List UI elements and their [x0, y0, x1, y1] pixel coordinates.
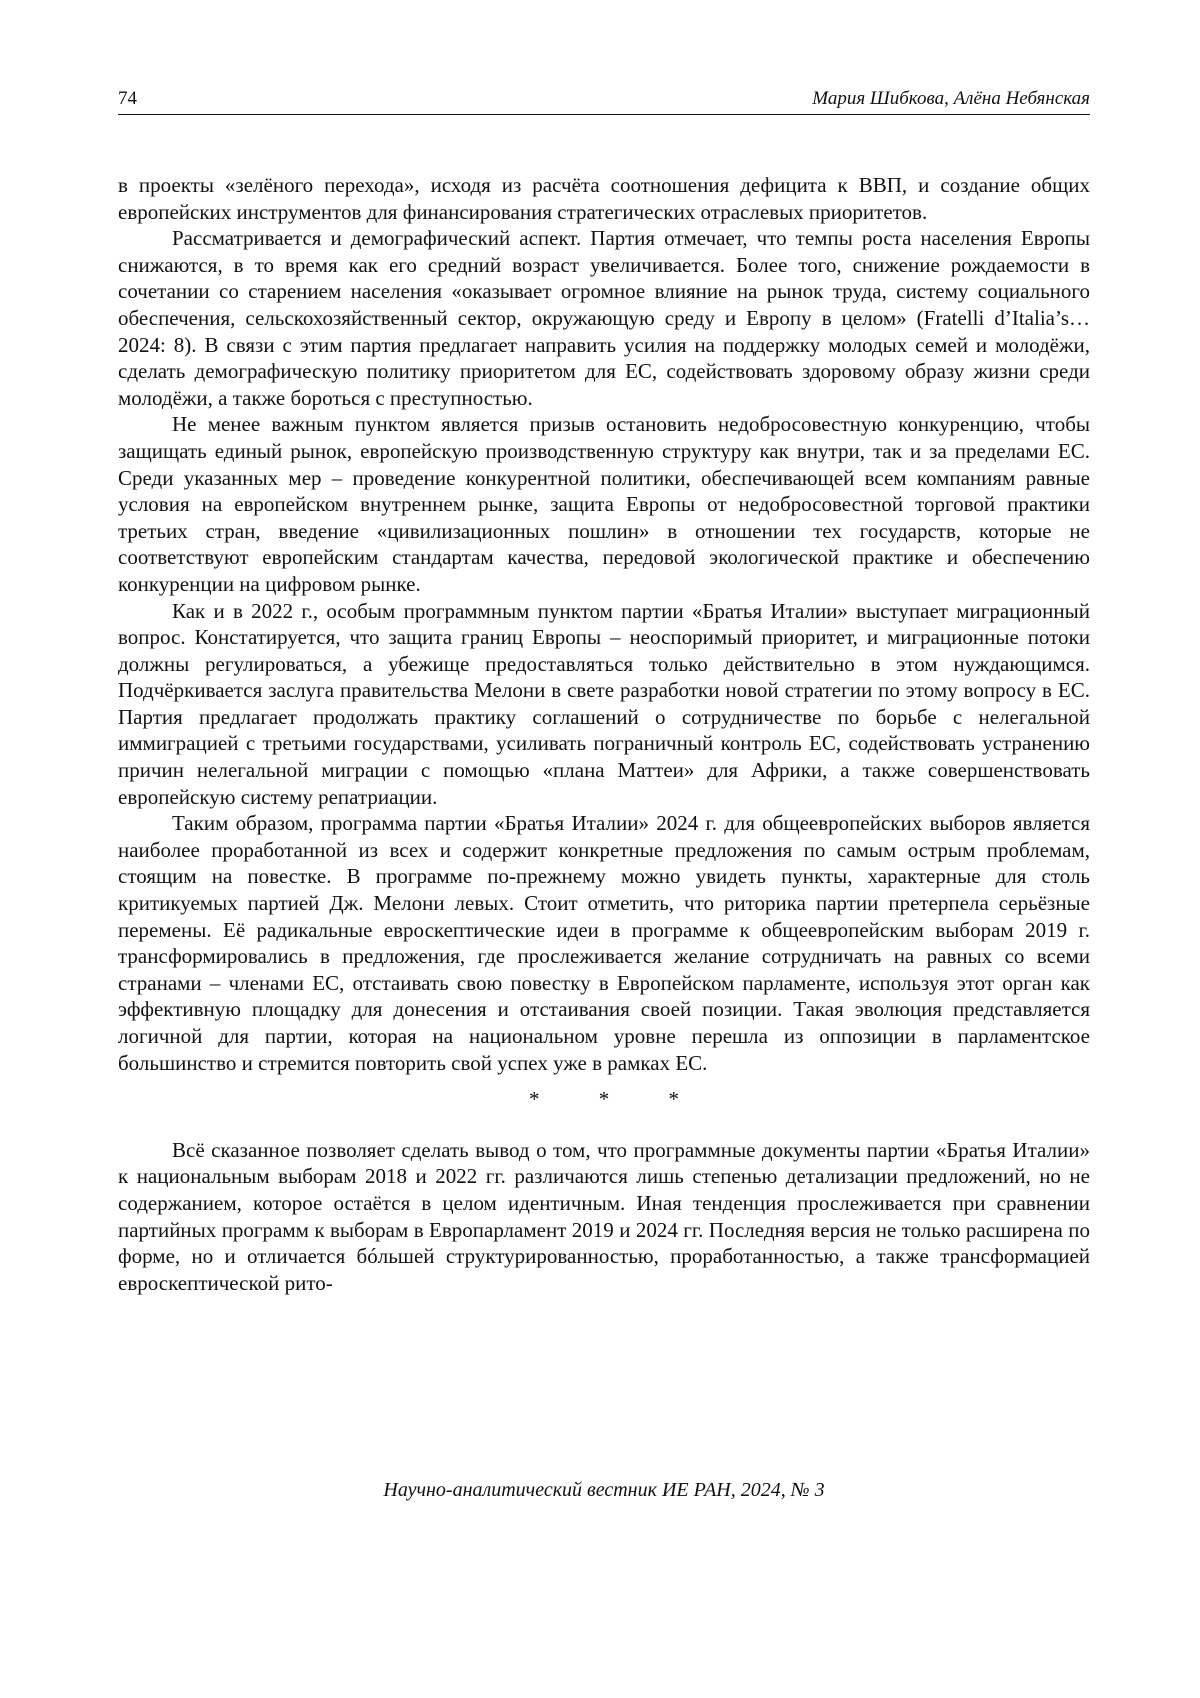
paragraph-conclusion: Всё сказанное позволяет сделать вывод о том, что программные документы партии «Братья Италии» к национальным выборам 2018 и 2022 гг. различаются лишь степенью детализации предложений, но не содержанием, которое остаётся в целом идентичным. Иная тенденция прослеживается при сравнении партийных программ к выборам в Европарламент 2019 и 2024 гг. Последняя версия не только расширена по форме, но и отличается бóльшей структурированностью, проработанностью, а также трансформацией евроскептической рито-: [118, 1137, 1090, 1295]
journal-footer: Научно-аналитический вестник ИЕ РАН, 2024, № 3: [383, 1479, 825, 1501]
paragraph-migration: Как и в 2022 г., особым программным пунктом партии «Братья Италии» выступает миграционный вопрос. Констатируется, что защита границ Европы – неоспоримый приоритет, и миграционные потоки должны регулироваться, а убежище предоставляться только действительно в этом нуждающимся. Подчёркивается заслуга правительства Мелони в свете разработки новой стратегии по этому вопросу в ЕС. Партия предлагает продолжать практику соглашений о сотрудничестве по борьбе с нелегальной иммиграцией с третьими государствами, усиливать пограничный контроль ЕС, содействовать устранению причин нелегальной миграции с помощью «плана Маттеи» для Африки, а также совершенствовать европейскую систему репатриации.: [118, 598, 1090, 809]
running-head: [118, 84, 1090, 115]
separator-asterisk: *: [598, 1087, 610, 1112]
paragraph-continuation: в проекты «зелёного перехода», исходя из расчёта соотношения дефицита к ВВП, и создание общих европейских инструментов для финансирования стратегических отраслевых приоритетов.: [118, 173, 1090, 224]
page-number: 74: [118, 88, 137, 109]
paragraph-summary: Таким образом, программа партии «Братья Италии» 2024 г. для общеевропейских выборов является наиболее проработанной из всех и содержит конкретные предложения по самым острым проблемам, стоящим на повестке. В программе по-прежнему можно увидеть пункты, характерные для столь критикуемых партией Дж. Мелони левых. Стоит отметить, что риторика партии претерпела серьёзные перемены. Её радикальные евроскептические идеи в программе к общеевропейским выборам 2019 г. трансформировались в предложения, где прослеживается желание сотрудничать на равных со всеми странами – членами ЕС, отстаивать свою повестку в Европейском парламенте, используя этот орган как эффективную площадку для донесения и отстаивания своей позиции. Такая эволюция представляется логичной для партии, которая на национальном уровне перешла из оппозиции в парламентское большинство и стремится повторить свой успех уже в рамках ЕС.: [118, 811, 1090, 1075]
paragraph-competition: Не менее важным пунктом является призыв остановить недобросовестную конкуренцию, чтобы защищать единый рынок, европейскую производственную структуру как внутри, так и за пределами ЕС. Среди указанных мер – проведение конкурентной политики, обеспечивающей всем компаниям равные условия на европейском внутреннем рынке, защита Европы от недобросовестной торговой практики третьих стран, введение «цивилизационных пошлин» в отношении тех государств, которые не соответствуют европейским стандартам качества, передовой экологической практике и обеспечению конкуренции на цифровом рынке.: [118, 412, 1090, 596]
separator-asterisk: *: [668, 1087, 679, 1112]
running-head-authors: Мария Шибкова, Алёна Небянская: [812, 88, 1090, 109]
separator-asterisk: *: [529, 1087, 540, 1112]
paragraph-demography: Рассматривается и демографический аспект. Партия отмечает, что темпы роста населения Европы снижаются, в то время как его средний возраст увеличивается. Более того, снижение рождаемости в сочетании со старением населения «оказывает огромное влияние на рынок труда, систему социального обеспечения, сельскохозяйственный сектор, окружающую среду и Европу в целом» (Fratelli d’Italia’s… 2024: 8). В связи с этим партия предлагает направить усилия на поддержку молодых семей и молодёжи, сделать демографическую политику приоритетом для ЕС, содействовать здоровому образу жизни среди молодёжи, а также бороться с преступностью.: [118, 226, 1090, 410]
article-body: [118, 172, 1090, 1296]
section-separator: [118, 1086, 1090, 1113]
